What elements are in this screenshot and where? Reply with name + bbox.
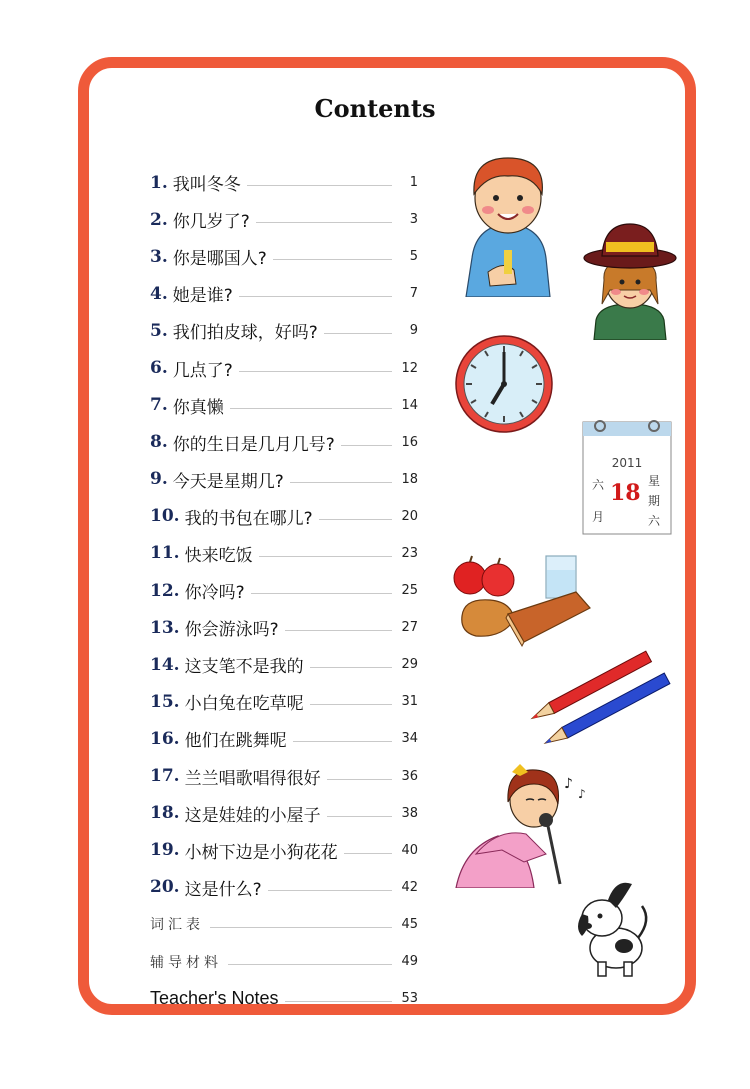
singing-girl-illustration	[454, 758, 598, 888]
page-number: 25	[401, 583, 418, 599]
dot-leader	[285, 1001, 393, 1002]
lesson-title: 她是谁?	[172, 286, 233, 307]
lesson-number: 19.	[150, 840, 180, 861]
toc-entry[interactable]	[150, 238, 418, 275]
appendix-title: 词汇表	[150, 917, 204, 934]
lesson-number: 7.	[150, 395, 168, 416]
calendar-weekday-1: 星	[648, 474, 661, 488]
lesson-title: 我们拍皮球，好吗?	[172, 323, 318, 344]
calendar-weekday-2: 期	[648, 494, 661, 508]
toc-entry[interactable]	[150, 720, 418, 757]
toc-entry[interactable]	[150, 609, 418, 646]
page-number: 42	[401, 879, 418, 895]
dot-leader	[228, 964, 392, 965]
lesson-title: 我的书包在哪儿?	[184, 508, 313, 529]
boy-illustration	[458, 152, 558, 297]
food-illustration	[452, 552, 592, 648]
dog-illustration	[572, 872, 656, 978]
toc-entry[interactable]	[150, 832, 418, 869]
lesson-title: 你真懒	[172, 397, 224, 418]
appendix-title: Teacher's Notes	[150, 988, 279, 1009]
lesson-title: 你会游泳吗?	[184, 620, 279, 641]
toc-entry[interactable]	[150, 572, 418, 609]
page-number: 7	[409, 286, 418, 302]
dot-leader	[285, 630, 392, 631]
lesson-number: 11.	[150, 543, 180, 564]
page-number: 9	[409, 323, 418, 339]
dot-leader	[239, 371, 392, 372]
page-number: 23	[401, 545, 418, 561]
lesson-number: 10.	[150, 506, 180, 527]
dot-leader	[327, 816, 392, 817]
lesson-number: 15.	[150, 691, 180, 712]
appendix-entry[interactable]	[150, 906, 418, 943]
toc-entry[interactable]	[150, 461, 418, 498]
toc-entry[interactable]	[150, 758, 418, 795]
lesson-number: 13.	[150, 617, 180, 638]
calendar-weekday-3: 六	[648, 514, 661, 528]
dot-leader	[310, 704, 392, 705]
page-number: 29	[401, 657, 418, 673]
toc-entry[interactable]	[150, 795, 418, 832]
page-number: 38	[401, 805, 418, 821]
dot-leader	[341, 445, 392, 446]
lesson-number: 4.	[150, 283, 168, 304]
toc-entry[interactable]	[150, 424, 418, 461]
pencils-illustration	[526, 648, 676, 754]
dot-leader	[290, 482, 392, 483]
calendar-illustration	[582, 416, 672, 536]
lesson-number: 9.	[150, 469, 168, 490]
page-number: 20	[401, 508, 418, 524]
lesson-number: 16.	[150, 728, 180, 749]
lesson-title: 你是哪国人?	[172, 249, 267, 270]
cowgirl-illustration	[580, 220, 680, 340]
lesson-number: 3.	[150, 246, 168, 267]
page-number: 5	[409, 249, 418, 265]
toc-entry[interactable]	[150, 869, 418, 906]
page-number: 3	[409, 212, 418, 228]
lesson-number: 6.	[150, 358, 168, 379]
calendar-month-label-top: 六	[592, 478, 605, 492]
lesson-number: 17.	[150, 766, 180, 787]
toc-entry[interactable]	[150, 312, 418, 349]
dot-leader	[230, 408, 392, 409]
calendar-year: 2011	[611, 456, 643, 470]
dot-leader	[324, 333, 392, 334]
calendar-day: 18	[610, 480, 641, 506]
toc-entry[interactable]	[150, 498, 418, 535]
toc-entry[interactable]	[150, 387, 418, 424]
appendix-entry[interactable]	[150, 980, 418, 1017]
lesson-title: 小白兔在吃草呢	[184, 694, 304, 715]
lesson-title: 你冷吗?	[184, 583, 245, 604]
lesson-title: 兰兰唱歌唱得很好	[184, 768, 321, 789]
page-number: 49	[401, 954, 418, 970]
toc-entry[interactable]	[150, 646, 418, 683]
lesson-title: 这是什么?	[184, 879, 262, 900]
lesson-number: 12.	[150, 580, 180, 601]
page-number: 16	[401, 434, 418, 450]
lesson-title: 我叫冬冬	[172, 175, 241, 196]
page-number: 18	[401, 471, 418, 487]
lesson-title: 这是娃娃的小屋子	[184, 805, 321, 826]
lesson-title: 他们在跳舞呢	[184, 731, 287, 752]
toc-entry[interactable]	[150, 683, 418, 720]
appendix-entry[interactable]	[150, 943, 418, 980]
lesson-title: 你的生日是几月几号?	[172, 434, 335, 455]
lesson-number: 1.	[150, 172, 168, 193]
dot-leader	[319, 519, 392, 520]
dot-leader	[327, 779, 392, 780]
dot-leader	[210, 927, 392, 928]
lesson-number: 18.	[150, 803, 180, 824]
lesson-number: 2.	[150, 209, 168, 230]
page-number: 53	[401, 991, 418, 1007]
lesson-title: 你几岁了?	[172, 212, 250, 233]
lesson-title: 几点了?	[172, 360, 233, 381]
dot-leader	[310, 667, 392, 668]
lesson-title: 小树下边是小狗花花	[184, 842, 338, 863]
dot-leader	[273, 259, 392, 260]
toc-entry[interactable]	[150, 349, 418, 386]
toc-entry[interactable]	[150, 535, 418, 572]
table-of-contents	[150, 164, 418, 1017]
dot-leader	[268, 890, 392, 891]
page-number: 12	[401, 360, 418, 376]
dot-leader	[259, 556, 392, 557]
page-number: 45	[401, 916, 418, 932]
dot-leader	[251, 593, 392, 594]
dot-leader	[247, 185, 392, 186]
dot-leader	[239, 296, 392, 297]
page-number: 14	[401, 397, 418, 413]
page-title: Contents	[314, 94, 436, 123]
dot-leader	[256, 222, 392, 223]
page-number: 1	[409, 175, 418, 191]
calendar-month-label-bottom: 月	[592, 510, 605, 524]
svg-text:♪: ♪	[578, 787, 586, 801]
page-number: 34	[401, 731, 418, 747]
dot-leader	[344, 853, 392, 854]
lesson-number: 5.	[150, 320, 168, 341]
lesson-title: 快来吃饭	[184, 545, 253, 566]
dot-leader	[293, 741, 392, 742]
toc-entry[interactable]	[150, 275, 418, 312]
lesson-number: 20.	[150, 877, 180, 898]
lesson-title: 这支笔不是我的	[184, 657, 304, 678]
lesson-title: 今天是星期几?	[172, 471, 284, 492]
svg-text:♪: ♪	[564, 776, 573, 792]
appendix-title: 辅导材料	[150, 954, 222, 971]
clock-illustration	[452, 332, 556, 436]
page-number: 27	[401, 620, 418, 636]
lesson-number: 14.	[150, 654, 180, 675]
page-number: 31	[401, 694, 418, 710]
toc-entry[interactable]	[150, 201, 418, 238]
page-number: 40	[401, 842, 418, 858]
page-number: 36	[401, 768, 418, 784]
lesson-number: 8.	[150, 432, 168, 453]
toc-entry[interactable]	[150, 164, 418, 201]
